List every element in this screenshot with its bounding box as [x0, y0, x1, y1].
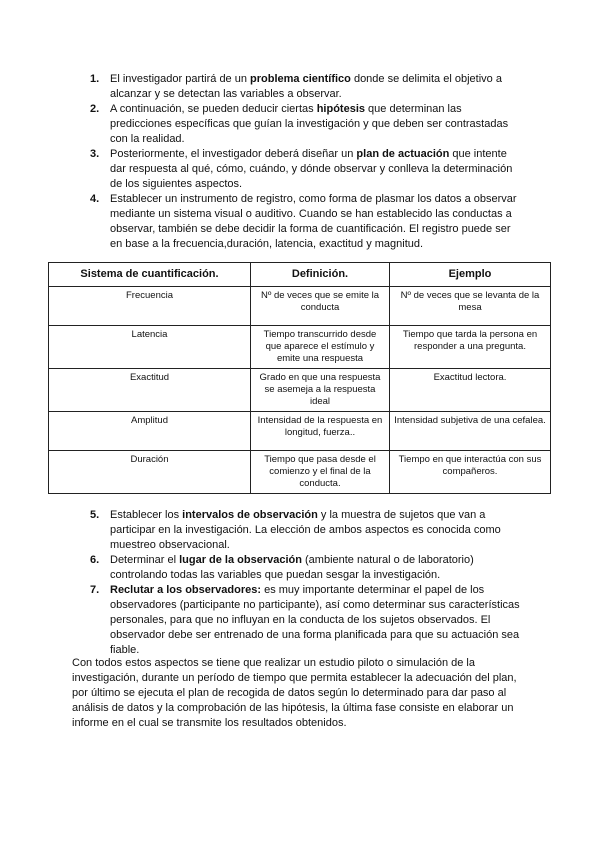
text-run: que intente dar respuesta al qué, cómo, cuándo, y dónde observar y conlleva la determinación de los siguientes aspectos. [110, 148, 513, 190]
cell-example: Tiempo que tarda la persona en responder a una pregunta. [390, 326, 551, 369]
list-number: 3. [90, 148, 100, 160]
numbered-list-steps-5-7 [90, 508, 520, 658]
text-run: El investigador partirá de un [110, 73, 251, 85]
list-item [90, 508, 520, 553]
bold-term: lugar de la observación [179, 554, 302, 566]
table-row [49, 287, 551, 326]
closing-paragraph: Con todos estos aspectos se tiene que realizar un estudio piloto o simulación de la investigación, durante un período de tiempo que permita establecer la adecuación del plan, por último se ejecuta el plan de recogida de datos según lo determinado para dar paso al análisis de datos y la comprobación de las hipótesis, la última fase consiste en elaborar un informe en el cual se transmite los resultados obtenidos. [72, 657, 517, 729]
list-number: 5. [90, 509, 100, 521]
list-item [90, 583, 520, 658]
list-number: 1. [90, 73, 100, 85]
cell-system: Amplitud [49, 412, 251, 451]
text-run: y la muestra de sujetos que van a participar en la investigación. La elección de ambos aspectos es conocida como muestreo observacional. [110, 509, 501, 551]
text-run: donde se delimita el objetivo a alcanzar y se detectan las variables a observar. [110, 73, 502, 100]
cell-definition: Intensidad de la respuesta en longitud, fuerza.. [251, 412, 390, 451]
cell-system: Duración [49, 451, 251, 494]
text-run: es muy importante determinar el papel de los observadores (participante no participante), así como determinar sus características personales, para que no influyan en la conducta de los sujetos observados. El observador debe ser entrenado de una forma planificada para que su actuación sea fiable. [110, 584, 520, 656]
table-row [49, 412, 551, 451]
table-row [49, 451, 551, 494]
header-system: Sistema de cuantificación. [49, 263, 251, 287]
text-run: A continuación, se pueden deducir ciertas [110, 103, 317, 115]
list-number: 7. [90, 584, 100, 596]
bold-term: problema científico [250, 73, 351, 85]
text-run: Establecer los [110, 509, 183, 521]
list-item [90, 102, 520, 147]
cell-example: Exactitud lectora. [390, 369, 551, 412]
bold-term: intervalos de observación [182, 509, 318, 521]
table-row [49, 326, 551, 369]
table-header-row [49, 263, 551, 287]
list-number: 2. [90, 103, 100, 115]
list-item [90, 147, 520, 192]
table-row [49, 369, 551, 412]
cell-definition: Tiempo transcurrido desde que aparece el estímulo y emite una respuesta [251, 326, 390, 369]
list-item [90, 192, 520, 252]
list-number: 4. [90, 193, 100, 205]
bold-term: Reclutar a los observadores: [110, 584, 262, 596]
bold-term: plan de actuación [356, 148, 450, 160]
cell-example: Nº de veces que se levanta de la mesa [390, 287, 551, 326]
cell-definition: Tiempo que pasa desde el comienzo y el final de la conducta. [251, 451, 390, 494]
list-item [90, 553, 520, 583]
cell-definition: Grado en que una respuesta se asemeja a la respuesta ideal [251, 369, 390, 412]
list-number: 6. [90, 554, 100, 566]
cell-definition: Nº de veces que se emite la conducta [251, 287, 390, 326]
quantification-table [48, 262, 551, 494]
header-example: Ejemplo [390, 263, 551, 287]
text-run: Establecer un instrumento de registro, como forma de plasmar los datos a observar mediante un sistema visual o auditivo. Cuando se han establecido las conductas a observar, también se debe decidir la forma de cuantificación. El registro puede ser en base a la frecuencia,duración, latencia, exactitud y magnitud. [110, 193, 517, 250]
list-item [90, 72, 520, 102]
text-run: (ambiente natural o de laboratorio) controlando todas las variables que puedan sesgar la investigación. [110, 554, 474, 581]
text-run: Posteriormente, el investigador deberá diseñar un [110, 148, 357, 160]
header-definition: Definición. [251, 263, 390, 287]
text-run: Determinar el [110, 554, 180, 566]
cell-system: Exactitud [49, 369, 251, 412]
cell-example: Tiempo en que interactúa con sus compañeros. [390, 451, 551, 494]
bold-term: hipótesis [316, 103, 365, 115]
text-run: que determinan las predicciones específicas que guían la investigación y que deben ser contrastadas con la realidad. [110, 103, 509, 145]
numbered-list-steps-1-4 [90, 72, 520, 252]
cell-system: Frecuencia [49, 287, 251, 326]
cell-system: Latencia [49, 326, 251, 369]
cell-example: Intensidad subjetiva de una cefalea. [390, 412, 551, 451]
